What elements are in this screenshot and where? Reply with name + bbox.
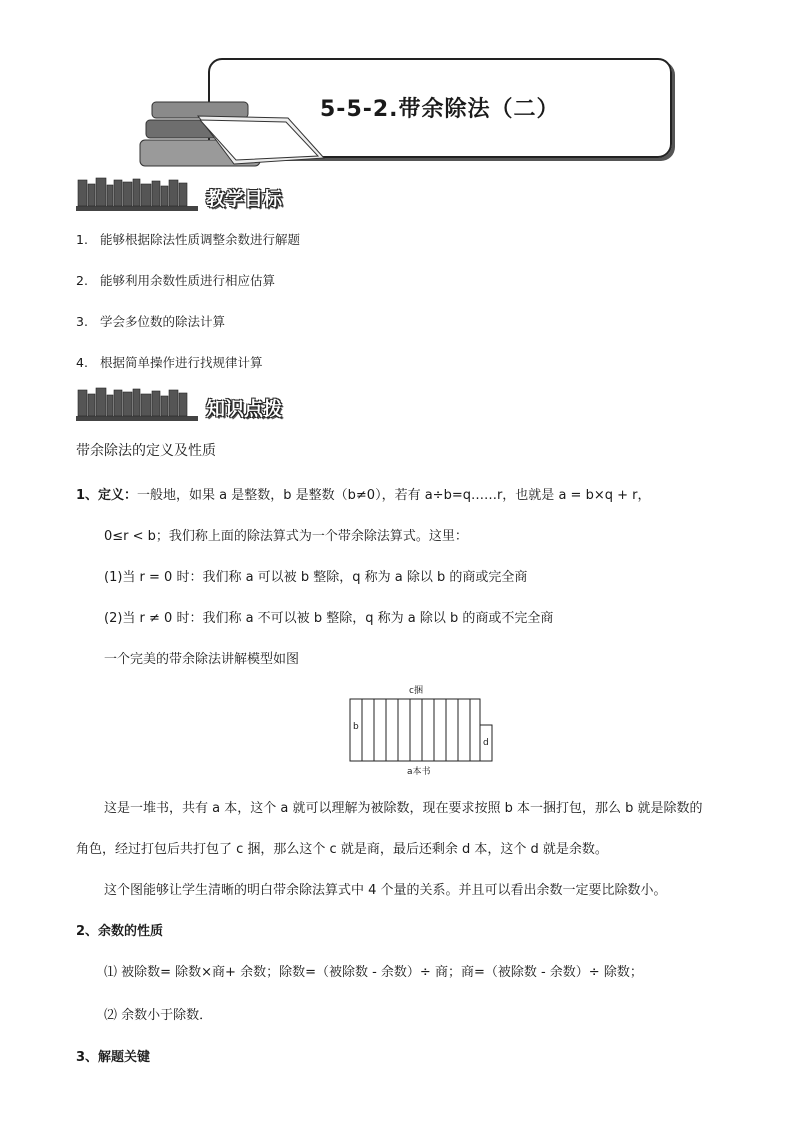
figure-bottom-label: a本书	[407, 767, 431, 777]
section-knowledge-title: 知识点拨	[206, 398, 283, 420]
objective-item: 3. 学会多位数的除法计算	[76, 314, 226, 329]
figure-left-label: b	[353, 722, 359, 732]
section-3-title: 3、解题关键	[76, 1050, 151, 1065]
objective-item: 2. 能够利用余数性质进行相应估算	[76, 273, 276, 288]
figure-top-label: c捆	[409, 686, 423, 696]
objective-item: 1. 能够根据除法性质调整余数进行解题	[76, 232, 301, 247]
bookshelf-icon	[76, 176, 198, 212]
paragraph-1b: 角色，经过打包后共打包了 c 捆，那么这个 c 就是商，最后还剩余 d 本，这个 d 就是余数。	[76, 842, 608, 857]
section-objectives-title: 教学目标	[206, 188, 283, 210]
bookshelf-icon	[76, 386, 198, 422]
books-icon	[138, 98, 328, 170]
model-intro: 一个完美的带余除法讲解模型如图	[104, 652, 300, 667]
case-1: (1)当 r = 0 时：我们称 a 可以被 b 整除，q 称为 a 除以 b 的商或完全商	[104, 570, 528, 585]
property-1: ⑴ 被除数= 除数×商+ 余数；除数=（被除数 - 余数）÷ 商；商=（被除数 - 余数）÷ 除数；	[104, 965, 643, 980]
property-2: ⑵ 余数小于除数．	[104, 1008, 213, 1023]
book-bundle-diagram	[349, 698, 494, 762]
paragraph-2: 这个图能够让学生清晰的明白带余除法算式中 4 个量的关系。并且可以看出余数一定要比除数小。	[104, 883, 667, 898]
section-2-title: 2、余数的性质	[76, 924, 164, 939]
definition-line: 1、定义：一般地，如果 a 是整数，b 是整数（b≠0），若有 a÷b=q……r，也就是 a = b×q + r，	[76, 488, 651, 503]
figure-right-label: d	[483, 738, 489, 748]
objective-item: 4. 根据简单操作进行找规律计算	[76, 355, 263, 370]
subtitle: 带余除法的定义及性质	[76, 443, 216, 459]
paragraph-1a: 这是一堆书，共有 a 本，这个 a 就可以理解为被除数，现在要求按照 b 本一捆打包，那么 b 就是除数的	[104, 801, 703, 816]
page-title: 5-5-2.带余除法（二）	[320, 97, 560, 122]
definition-condition: 0≤r < b；我们称上面的除法算式为一个带余除法算式。这里：	[104, 529, 468, 544]
case-2: (2)当 r ≠ 0 时：我们称 a 不可以被 b 整除，q 称为 a 除以 b 的商或不完全商	[104, 611, 554, 626]
